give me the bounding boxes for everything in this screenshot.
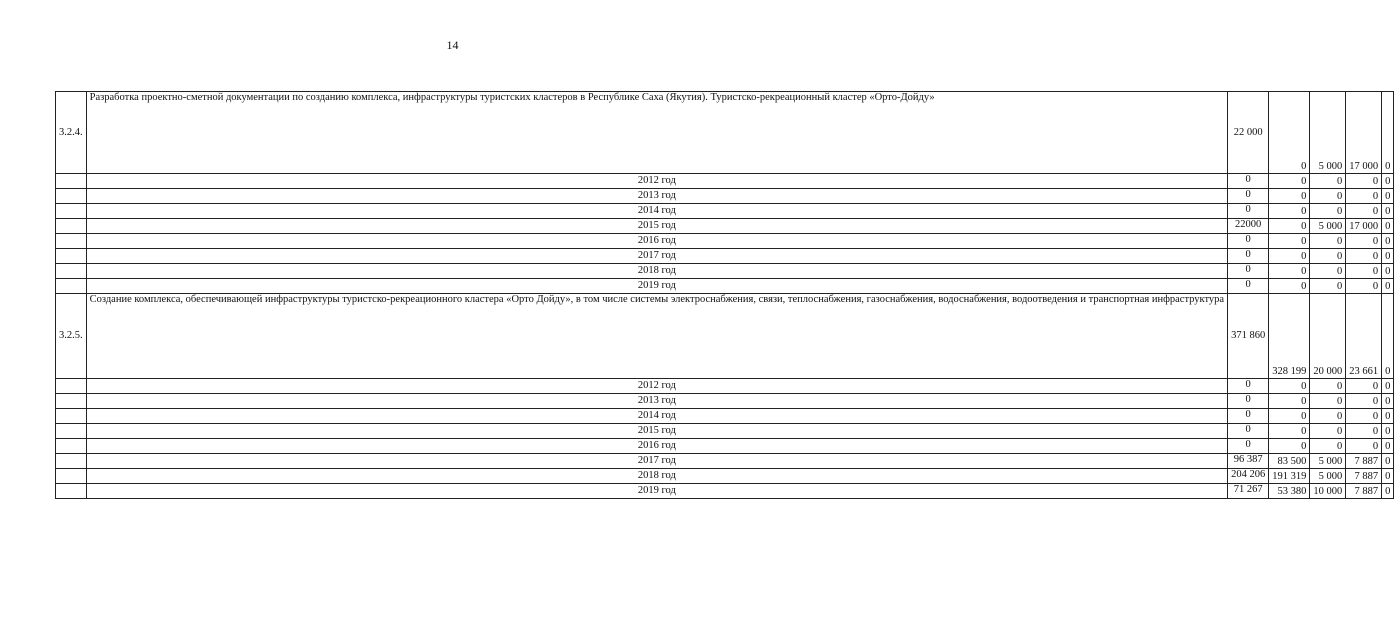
empty-cell	[56, 439, 87, 454]
year-label: 2015 год	[86, 424, 1227, 439]
year-value: 0	[1269, 264, 1310, 279]
year-value: 0	[1382, 234, 1394, 249]
empty-cell	[56, 454, 87, 469]
year-value: 0	[1346, 234, 1382, 249]
empty-cell	[56, 279, 87, 294]
year-label: 2016 год	[86, 234, 1227, 249]
empty-cell	[56, 424, 87, 439]
year-value: 0	[1382, 469, 1394, 484]
year-row	[56, 469, 1394, 484]
year-value: 0	[1310, 409, 1346, 424]
year-value: 17 000	[1346, 219, 1382, 234]
year-value: 0	[1269, 439, 1310, 454]
year-label: 2013 год	[86, 394, 1227, 409]
empty-cell	[56, 379, 87, 394]
year-label: 2016 год	[86, 439, 1227, 454]
year-label: 2014 год	[86, 204, 1227, 219]
year-value: 0	[1382, 264, 1394, 279]
measure-number: 3.2.5.	[56, 294, 87, 379]
year-label: 2013 год	[86, 189, 1227, 204]
year-label: 2015 год	[86, 219, 1227, 234]
year-value: 0	[1310, 234, 1346, 249]
year-value: 0	[1346, 204, 1382, 219]
year-row	[56, 424, 1394, 439]
year-value: 0	[1382, 189, 1394, 204]
year-row	[56, 394, 1394, 409]
year-label: 2019 год	[86, 279, 1227, 294]
year-value: 5 000	[1310, 219, 1346, 234]
year-label: 2014 год	[86, 409, 1227, 424]
year-row	[56, 174, 1394, 189]
year-label: 2017 год	[86, 249, 1227, 264]
year-value: 5 000	[1310, 469, 1346, 484]
year-value: 0	[1310, 424, 1346, 439]
year-value: 0	[1310, 394, 1346, 409]
year-row	[56, 484, 1394, 499]
measure-value: 5 000	[1310, 92, 1346, 174]
year-label: 2012 год	[86, 174, 1227, 189]
empty-cell	[56, 219, 87, 234]
year-value: 0	[1382, 394, 1394, 409]
year-total: 0	[1228, 279, 1269, 294]
year-value: 0	[1269, 379, 1310, 394]
year-value: 191 319	[1269, 469, 1310, 484]
measure-value: 20 000	[1310, 294, 1346, 379]
measure-description: Создание комплекса, обеспечивающей инфраструктуры туристско-рекреационного кластера «Орто Дойду», в том числе системы электроснабжения, связи, теплоснабжения, газоснабжения, водоснабжения, водоотведения и транспортная инфраструктура	[86, 294, 1227, 379]
year-value: 7 887	[1346, 469, 1382, 484]
year-total: 71 267	[1228, 484, 1269, 499]
year-value: 0	[1269, 424, 1310, 439]
year-value: 0	[1346, 439, 1382, 454]
empty-cell	[56, 204, 87, 219]
measure-row	[56, 294, 1394, 379]
year-row	[56, 454, 1394, 469]
measure-description: Разработка проектно-сметной документации по созданию комплекса, инфраструктуры туристских кластеров в Республике Саха (Якутия). Туристско-рекреационный кластер «Орто-Дойду»	[86, 92, 1227, 174]
year-total: 0	[1228, 409, 1269, 424]
year-value: 53 380	[1269, 484, 1310, 499]
year-row	[56, 219, 1394, 234]
year-value: 7 887	[1346, 454, 1382, 469]
year-value: 0	[1269, 249, 1310, 264]
year-value: 5 000	[1310, 454, 1346, 469]
measure-value: 0	[1382, 294, 1394, 379]
year-total: 0	[1228, 379, 1269, 394]
year-row	[56, 279, 1394, 294]
page-number: 14	[446, 38, 459, 52]
year-label: 2012 год	[86, 379, 1227, 394]
year-value: 0	[1310, 249, 1346, 264]
year-value: 0	[1346, 264, 1382, 279]
year-row	[56, 439, 1394, 454]
year-value: 0	[1346, 249, 1382, 264]
year-value: 0	[1269, 409, 1310, 424]
measure-value: 328 199	[1269, 294, 1310, 379]
year-value: 0	[1346, 379, 1382, 394]
year-row	[56, 409, 1394, 424]
year-total: 0	[1228, 264, 1269, 279]
year-label: 2018 год	[86, 264, 1227, 279]
empty-cell	[56, 469, 87, 484]
year-value: 0	[1346, 174, 1382, 189]
empty-cell	[56, 174, 87, 189]
year-value: 0	[1382, 409, 1394, 424]
year-value: 0	[1310, 204, 1346, 219]
year-value: 0	[1310, 439, 1346, 454]
measure-total: 22 000	[1228, 92, 1269, 174]
year-row	[56, 234, 1394, 249]
year-total: 0	[1228, 189, 1269, 204]
empty-cell	[56, 409, 87, 424]
year-value: 0	[1382, 204, 1394, 219]
empty-cell	[56, 249, 87, 264]
year-value: 0	[1269, 394, 1310, 409]
empty-cell	[56, 234, 87, 249]
year-value: 0	[1382, 249, 1394, 264]
year-value: 0	[1346, 409, 1382, 424]
year-total: 0	[1228, 234, 1269, 249]
year-value: 0	[1310, 189, 1346, 204]
year-value: 0	[1310, 279, 1346, 294]
year-value: 0	[1382, 174, 1394, 189]
year-total: 0	[1228, 424, 1269, 439]
budget-table	[55, 91, 1394, 499]
year-value: 7 887	[1346, 484, 1382, 499]
year-value: 0	[1382, 484, 1394, 499]
year-total: 0	[1228, 204, 1269, 219]
measure-number: 3.2.4.	[56, 92, 87, 174]
year-label: 2019 год	[86, 484, 1227, 499]
year-value: 83 500	[1269, 454, 1310, 469]
year-total: 0	[1228, 394, 1269, 409]
empty-cell	[56, 484, 87, 499]
measure-row	[56, 92, 1394, 174]
year-row	[56, 204, 1394, 219]
year-row	[56, 264, 1394, 279]
year-value: 0	[1269, 279, 1310, 294]
year-value: 0	[1310, 379, 1346, 394]
year-value: 0	[1269, 204, 1310, 219]
year-value: 0	[1346, 189, 1382, 204]
year-label: 2017 год	[86, 454, 1227, 469]
year-total: 96 387	[1228, 454, 1269, 469]
year-value: 0	[1269, 174, 1310, 189]
measure-total: 371 860	[1228, 294, 1269, 379]
year-value: 0	[1346, 279, 1382, 294]
year-value: 0	[1346, 424, 1382, 439]
year-value: 10 000	[1310, 484, 1346, 499]
year-value: 0	[1269, 234, 1310, 249]
year-total: 22000	[1228, 219, 1269, 234]
year-value: 0	[1382, 454, 1394, 469]
year-row	[56, 249, 1394, 264]
year-value: 0	[1269, 189, 1310, 204]
year-row	[56, 189, 1394, 204]
year-value: 0	[1382, 439, 1394, 454]
year-value: 0	[1269, 219, 1310, 234]
year-label: 2018 год	[86, 469, 1227, 484]
year-value: 0	[1310, 174, 1346, 189]
measure-value: 17 000	[1346, 92, 1382, 174]
empty-cell	[56, 189, 87, 204]
year-value: 0	[1382, 219, 1394, 234]
year-value: 0	[1382, 424, 1394, 439]
measure-value: 23 661	[1346, 294, 1382, 379]
year-row	[56, 379, 1394, 394]
measure-value: 0	[1269, 92, 1310, 174]
year-total: 0	[1228, 249, 1269, 264]
year-value: 0	[1382, 379, 1394, 394]
year-total: 204 206	[1228, 469, 1269, 484]
year-total: 0	[1228, 439, 1269, 454]
year-value: 0	[1346, 394, 1382, 409]
year-value: 0	[1382, 279, 1394, 294]
empty-cell	[56, 264, 87, 279]
empty-cell	[56, 394, 87, 409]
year-value: 0	[1310, 264, 1346, 279]
measure-value: 0	[1382, 92, 1394, 174]
year-total: 0	[1228, 174, 1269, 189]
